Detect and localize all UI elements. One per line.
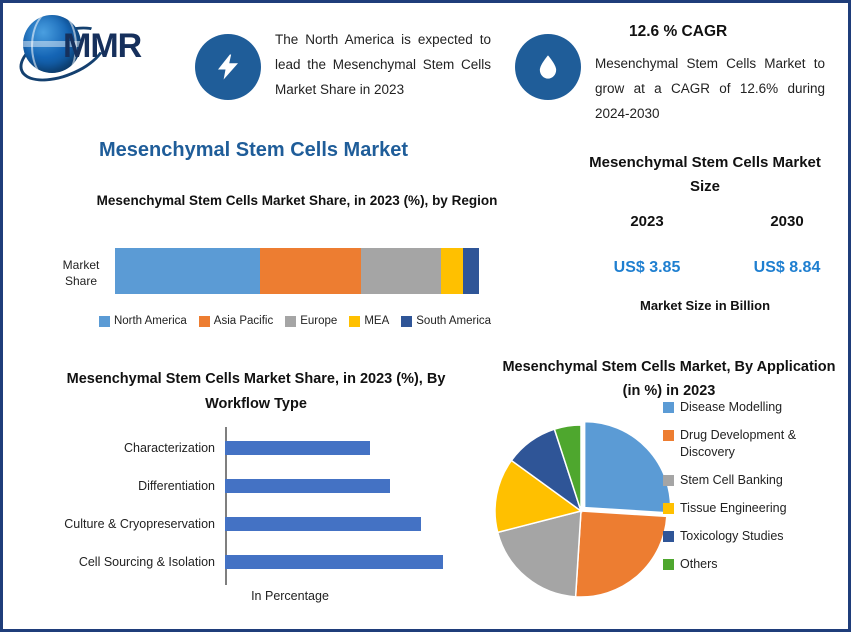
market-size-value-2030: US$ 8.84 <box>753 259 821 276</box>
workflow-bar <box>225 555 443 569</box>
legend-label: Tissue Engineering <box>680 501 787 515</box>
market-size-title: Mesenchymal Stem Cells Market Size <box>589 154 821 195</box>
pie-slice <box>576 511 667 597</box>
market-size-year-2030: 2030 <box>770 213 804 230</box>
workflow-bar-row <box>33 507 479 541</box>
region-row-label: Market Share <box>62 258 100 288</box>
legend-label: Toxicology Studies <box>680 529 784 543</box>
legend-label: Drug Development & Discovery <box>680 428 797 459</box>
workflow-bar-chart <box>33 431 479 583</box>
legend-item <box>99 315 187 327</box>
workflow-bar <box>225 517 421 531</box>
market-size-value-2023: US$ 3.85 <box>613 259 681 276</box>
workflow-bar-track <box>225 469 479 503</box>
application-pie-chart <box>491 421 671 601</box>
workflow-axis-title: In Percentage <box>251 589 329 603</box>
workflow-bar-track <box>225 507 479 541</box>
legend-label: Stem Cell Banking <box>680 473 783 487</box>
workflow-bar-track <box>225 545 479 579</box>
region-segment <box>115 248 260 294</box>
application-chart-title: Mesenchymal Stem Cells Market, By Application (in %) in 2023 <box>502 359 836 399</box>
legend-swatch-icon <box>199 316 210 327</box>
workflow-bar-row <box>33 545 479 579</box>
legend-swatch-icon <box>99 316 110 327</box>
legend-item <box>285 315 337 327</box>
legend-swatch-icon <box>401 316 412 327</box>
legend-swatch-icon <box>663 531 674 542</box>
region-segment <box>260 248 361 294</box>
market-size-year-2023: 2023 <box>630 213 664 230</box>
banner-right-text: Mesenchymal Stem Cells Market to grow at a CAGR of 12.6% during 2024-2030 <box>595 56 825 121</box>
workflow-bar-label: Culture & Cryopreservation <box>64 517 215 531</box>
pie-slice <box>585 422 671 513</box>
legend-label: South America <box>416 315 492 327</box>
workflow-bar-row <box>33 469 479 503</box>
legend-swatch-icon <box>663 503 674 514</box>
water-drop-icon <box>515 34 581 100</box>
workflow-bar-row <box>33 431 479 465</box>
legend-swatch-icon <box>663 475 674 486</box>
region-segment <box>441 248 463 294</box>
legend-item <box>663 427 849 461</box>
legend-item <box>663 500 849 517</box>
legend-swatch-icon <box>349 316 360 327</box>
company-logo <box>17 13 187 79</box>
workflow-bar-label: Differentiation <box>138 479 215 493</box>
page-title: Mesenchymal Stem Cells Market <box>99 139 409 161</box>
legend-swatch-icon <box>663 430 674 441</box>
workflow-bar <box>225 441 370 455</box>
legend-swatch-icon <box>663 559 674 570</box>
legend-item <box>663 556 849 573</box>
legend-label: Europe <box>300 315 338 327</box>
region-stacked-bar <box>115 248 479 294</box>
lightning-bolt-icon <box>195 34 261 100</box>
legend-label: Disease Modelling <box>680 400 783 414</box>
workflow-bar-track <box>225 431 479 465</box>
workflow-bar <box>225 479 390 493</box>
legend-swatch-icon <box>285 316 296 327</box>
legend-item <box>401 315 491 327</box>
legend-label: MEA <box>364 315 390 327</box>
legend-item <box>663 399 849 416</box>
region-segment <box>361 248 441 294</box>
logo-text: MMR <box>63 27 142 65</box>
legend-item <box>199 315 273 327</box>
market-size-unit: Market Size in Billion <box>639 298 771 313</box>
legend-label: North America <box>113 315 187 327</box>
region-chart-title: Mesenchymal Stem Cells Market Share, in 2023 (%), by Region <box>96 193 498 208</box>
application-legend <box>663 399 849 584</box>
workflow-bar-label: Cell Sourcing & Isolation <box>78 555 215 569</box>
region-legend <box>67 315 523 327</box>
legend-label: Others <box>680 557 718 571</box>
legend-item <box>663 528 849 545</box>
legend-label: Asia Pacific <box>213 315 274 327</box>
banner-left-text: The North America is expected to lead the Mesenchymal Stem Cells Market Share in 2023 <box>275 32 491 97</box>
workflow-bar-label: Characterization <box>123 441 215 455</box>
region-segment <box>463 248 477 294</box>
workflow-chart-title: Mesenchymal Stem Cells Market Share, in 2023 (%), By Workflow Type <box>66 371 446 412</box>
cagr-heading: 12.6 % CAGR <box>629 23 728 40</box>
legend-item <box>663 472 849 489</box>
legend-swatch-icon <box>663 402 674 413</box>
legend-item <box>349 315 389 327</box>
